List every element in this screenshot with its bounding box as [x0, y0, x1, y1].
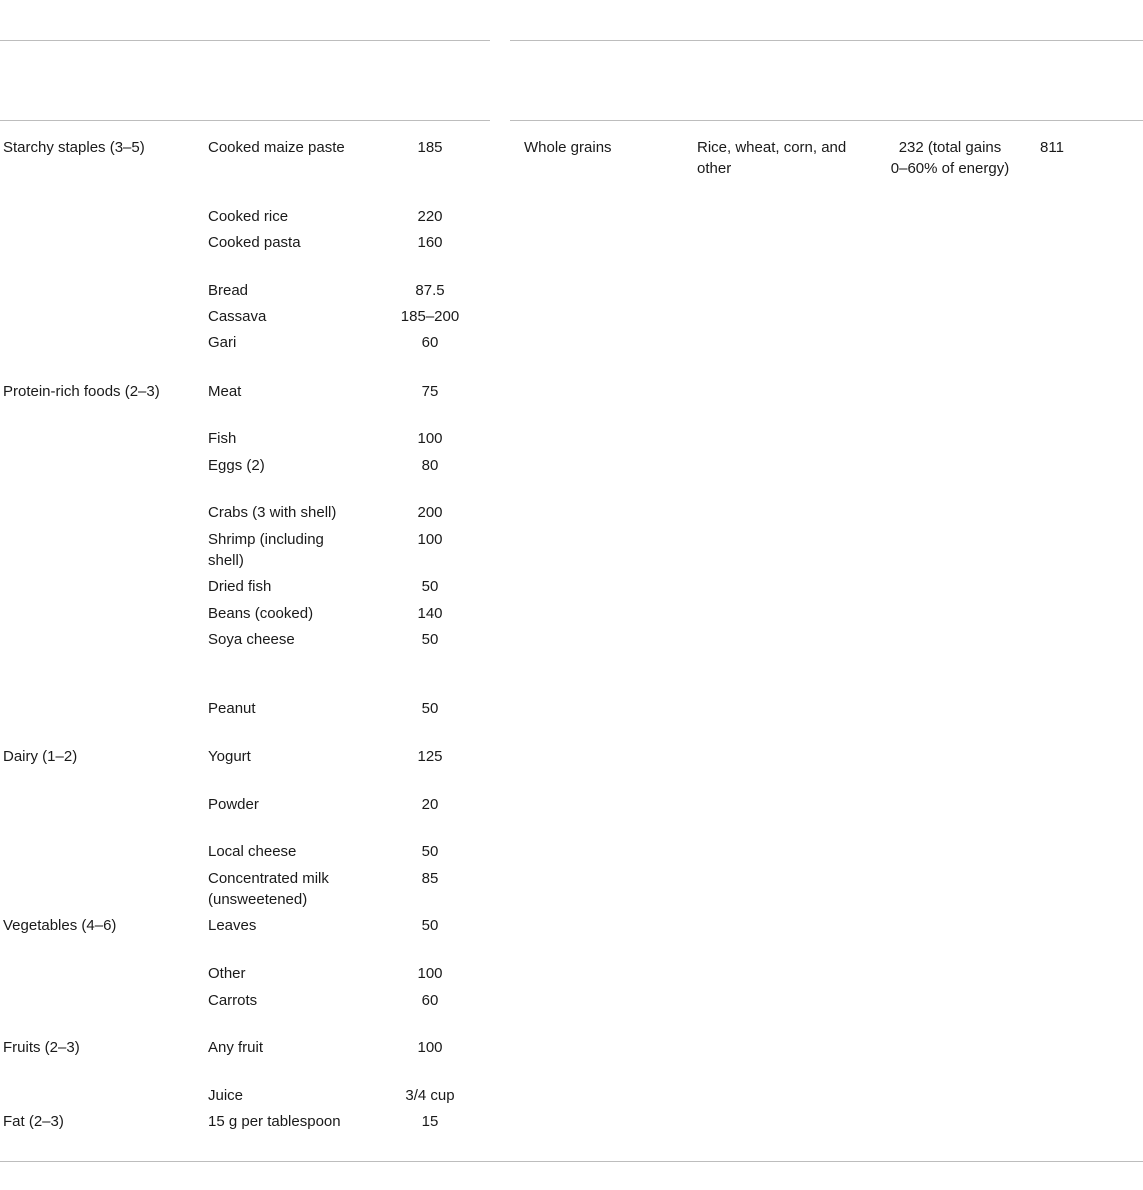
left-food-group: Starchy staples (3–5) — [3, 139, 145, 156]
left-serving-size: 185–200 — [400, 308, 460, 325]
left-food-group: Vegetables (4–6) — [3, 917, 117, 934]
left-food-item: Leaves — [208, 917, 257, 934]
left-food-item: Juice — [208, 1087, 244, 1104]
right-food-item: Rice, wheat, corn, and other — [697, 139, 847, 177]
left-serving-size: 75 — [421, 383, 439, 400]
left-food-item: Peanut — [208, 700, 256, 717]
right-gday: 232 (total gains 0–60% of energy) — [890, 139, 1010, 177]
left-food-item: Dried fish — [208, 578, 272, 595]
left-food-item: Soya cheese — [208, 631, 295, 648]
left-food-item: Meat — [208, 383, 242, 400]
left-serving-size: 50 — [421, 917, 439, 934]
left-serving-size: 200 — [417, 504, 443, 521]
left-food-item: Fish — [208, 430, 237, 447]
left-food-item: 15 g per tablespoon — [208, 1113, 341, 1130]
left-food-group: Protein-rich foods (2–3) — [3, 383, 160, 400]
left-food-item: Eggs (2) — [208, 457, 265, 474]
left-food-item: Cooked rice — [208, 208, 289, 225]
left-serving-size: 185 — [417, 139, 443, 156]
left-serving-size: 50 — [421, 700, 439, 717]
left-serving-size: 20 — [421, 796, 439, 813]
left-food-item: Powder — [208, 796, 259, 813]
left-serving-size: 125 — [417, 748, 443, 765]
rule-right-header — [510, 120, 1143, 121]
left-serving-size: 3/4 cup — [405, 1087, 455, 1104]
left-food-item: Concentrated milk (unsweetened) — [208, 870, 329, 908]
left-food-item: Cassava — [208, 308, 267, 325]
rule-bottom — [0, 1161, 1143, 1162]
left-food-item: Carrots — [208, 992, 258, 1009]
left-food-item: Cooked maize paste — [208, 139, 345, 156]
left-serving-size: 50 — [421, 631, 439, 648]
left-food-item: Gari — [208, 334, 237, 351]
left-food-item: Crabs (3 with shell) — [208, 504, 337, 521]
left-food-item: Other — [208, 965, 246, 982]
left-serving-size: 15 — [421, 1113, 439, 1130]
left-food-item: Shrimp (including shell) — [208, 531, 324, 569]
right-food-group: Whole grains — [524, 139, 612, 156]
left-serving-size: 50 — [421, 843, 439, 860]
left-serving-size: 60 — [421, 334, 439, 351]
left-food-item: Beans (cooked) — [208, 605, 314, 622]
left-food-item: Any fruit — [208, 1039, 264, 1056]
left-food-item: Yogurt — [208, 748, 251, 765]
left-serving-size: 50 — [421, 578, 439, 595]
left-serving-size: 100 — [417, 430, 443, 447]
left-serving-size: 60 — [421, 992, 439, 1009]
left-serving-size: 87.5 — [415, 282, 445, 299]
rule-left-header — [0, 120, 490, 121]
left-food-item: Local cheese — [208, 843, 297, 860]
left-food-item: Bread — [208, 282, 249, 299]
right-kcal: 811 — [1040, 139, 1064, 156]
left-food-group: Fat (2–3) — [3, 1113, 64, 1130]
left-food-group: Fruits (2–3) — [3, 1039, 80, 1056]
rule-right-top — [510, 40, 1143, 41]
left-serving-size: 140 — [417, 605, 443, 622]
left-serving-size: 100 — [417, 531, 443, 548]
left-food-group: Dairy (1–2) — [3, 748, 78, 765]
left-serving-size: 220 — [417, 208, 443, 225]
rule-left-top — [0, 40, 490, 41]
left-serving-size: 160 — [417, 234, 443, 251]
left-serving-size: 85 — [421, 870, 439, 887]
left-food-item: Cooked pasta — [208, 234, 301, 251]
left-serving-size: 80 — [421, 457, 439, 474]
left-serving-size: 100 — [417, 1039, 443, 1056]
left-serving-size: 100 — [417, 965, 443, 982]
